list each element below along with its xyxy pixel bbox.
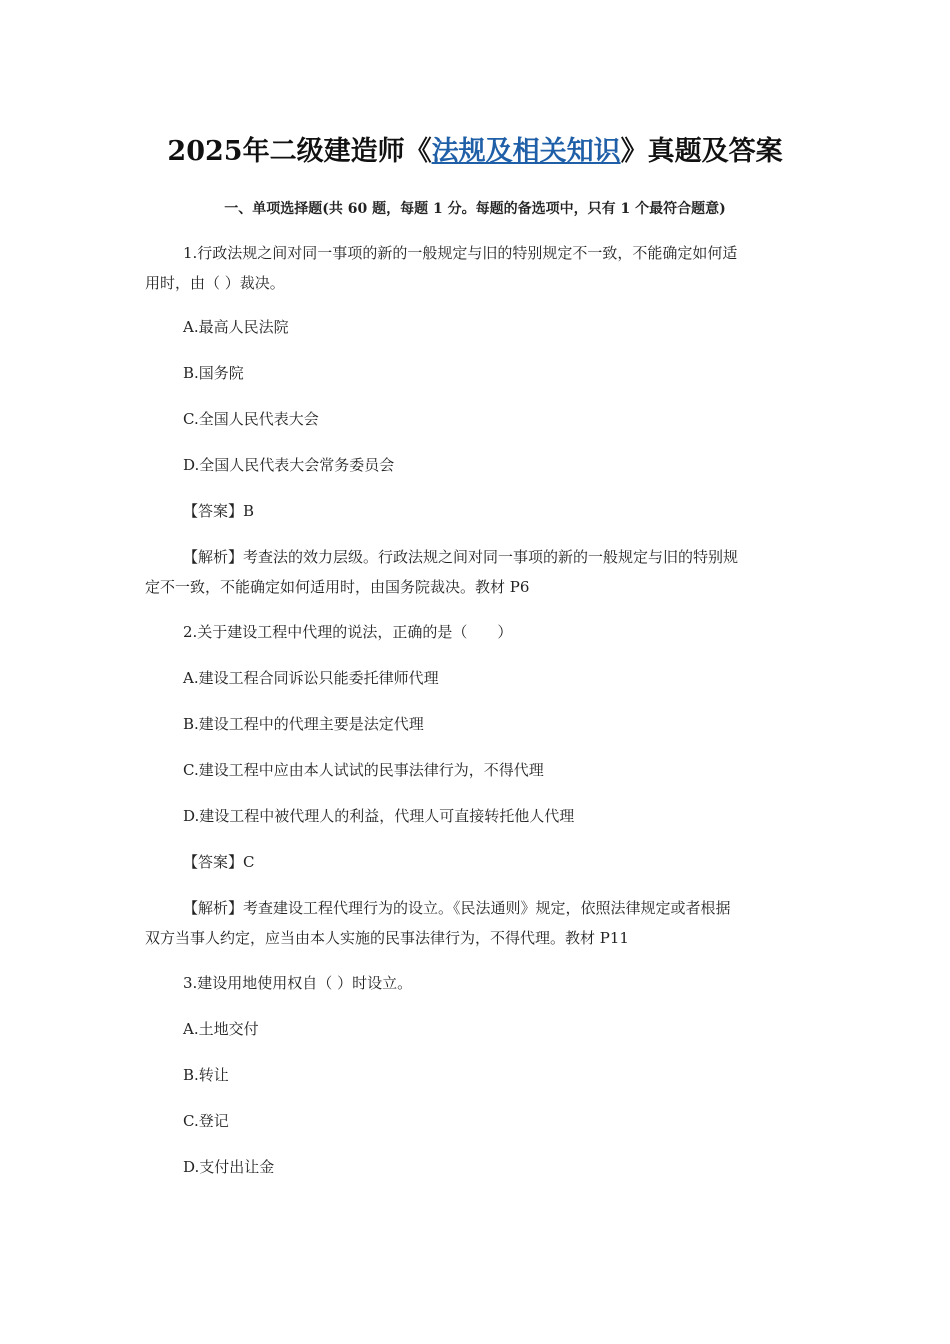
question-1-analysis-line2: 定不一致，不能确定如何适用时，由国务院裁决。教材 P6 <box>145 578 530 596</box>
question-2-stem: 2.关于建设工程中代理的说法，正确的是（ ） <box>183 623 513 641</box>
question-1-option-d: D.全国人民代表大会常务委员会 <box>183 456 395 474</box>
question-1-stem-line1: 1.行政法规之间对同一事项的新的一般规定与旧的特别规定不一致，不能确定如何适 <box>183 244 738 262</box>
question-3-option-c: C.登记 <box>183 1112 229 1130</box>
question-2-analysis <box>145 893 805 953</box>
question-2-option-b: B.建设工程中的代理主要是法定代理 <box>183 715 424 733</box>
question-1-stem <box>145 238 805 298</box>
title-prefix: 2025年二级建造师《 <box>167 136 432 167</box>
question-2-option-c: C.建设工程中应由本人试试的民事法律行为，不得代理 <box>183 761 544 779</box>
section-heading: 一、单项选择题(共 60 题，每题 1 分。每题的备选项中，只有 1 个最符合题意) <box>224 201 726 217</box>
question-3-option-b: B.转让 <box>183 1066 229 1084</box>
question-2-option-a: A.建设工程合同诉讼只能委托律师代理 <box>183 669 439 687</box>
question-2-answer: 【答案】C <box>183 853 255 871</box>
question-2-analysis-line1: 【解析】考查建设工程代理行为的设立。《民法通则》规定，依照法律规定或者根据 <box>183 899 731 917</box>
question-3-stem: 3.建设用地使用权自（ ）时设立。 <box>183 974 413 992</box>
question-1-option-a: A.最高人民法院 <box>183 318 289 336</box>
question-2-option-d: D.建设工程中被代理人的利益，代理人可直接转托他人代理 <box>183 807 575 825</box>
title-link-subject[interactable]: 法规及相关知识 <box>431 136 621 167</box>
title-suffix: 》真题及答案 <box>620 136 783 167</box>
question-1-option-c: C.全国人民代表大会 <box>183 410 319 428</box>
document-title <box>0 130 950 174</box>
question-2-analysis-line2: 双方当事人约定，应当由本人实施的民事法律行为，不得代理。教材 P11 <box>145 929 629 947</box>
question-1-analysis-line1: 【解析】考查法的效力层级。行政法规之间对同一事项的新的一般规定与旧的特别规 <box>183 548 739 566</box>
question-3-option-d: D.支付出让金 <box>183 1158 275 1176</box>
question-1-answer: 【答案】B <box>183 502 255 520</box>
question-1-analysis <box>145 542 805 602</box>
question-1-stem-line2: 用时，由（ ）裁决。 <box>145 274 285 292</box>
question-1-option-b: B.国务院 <box>183 364 244 382</box>
question-3-option-a: A.土地交付 <box>183 1020 259 1038</box>
